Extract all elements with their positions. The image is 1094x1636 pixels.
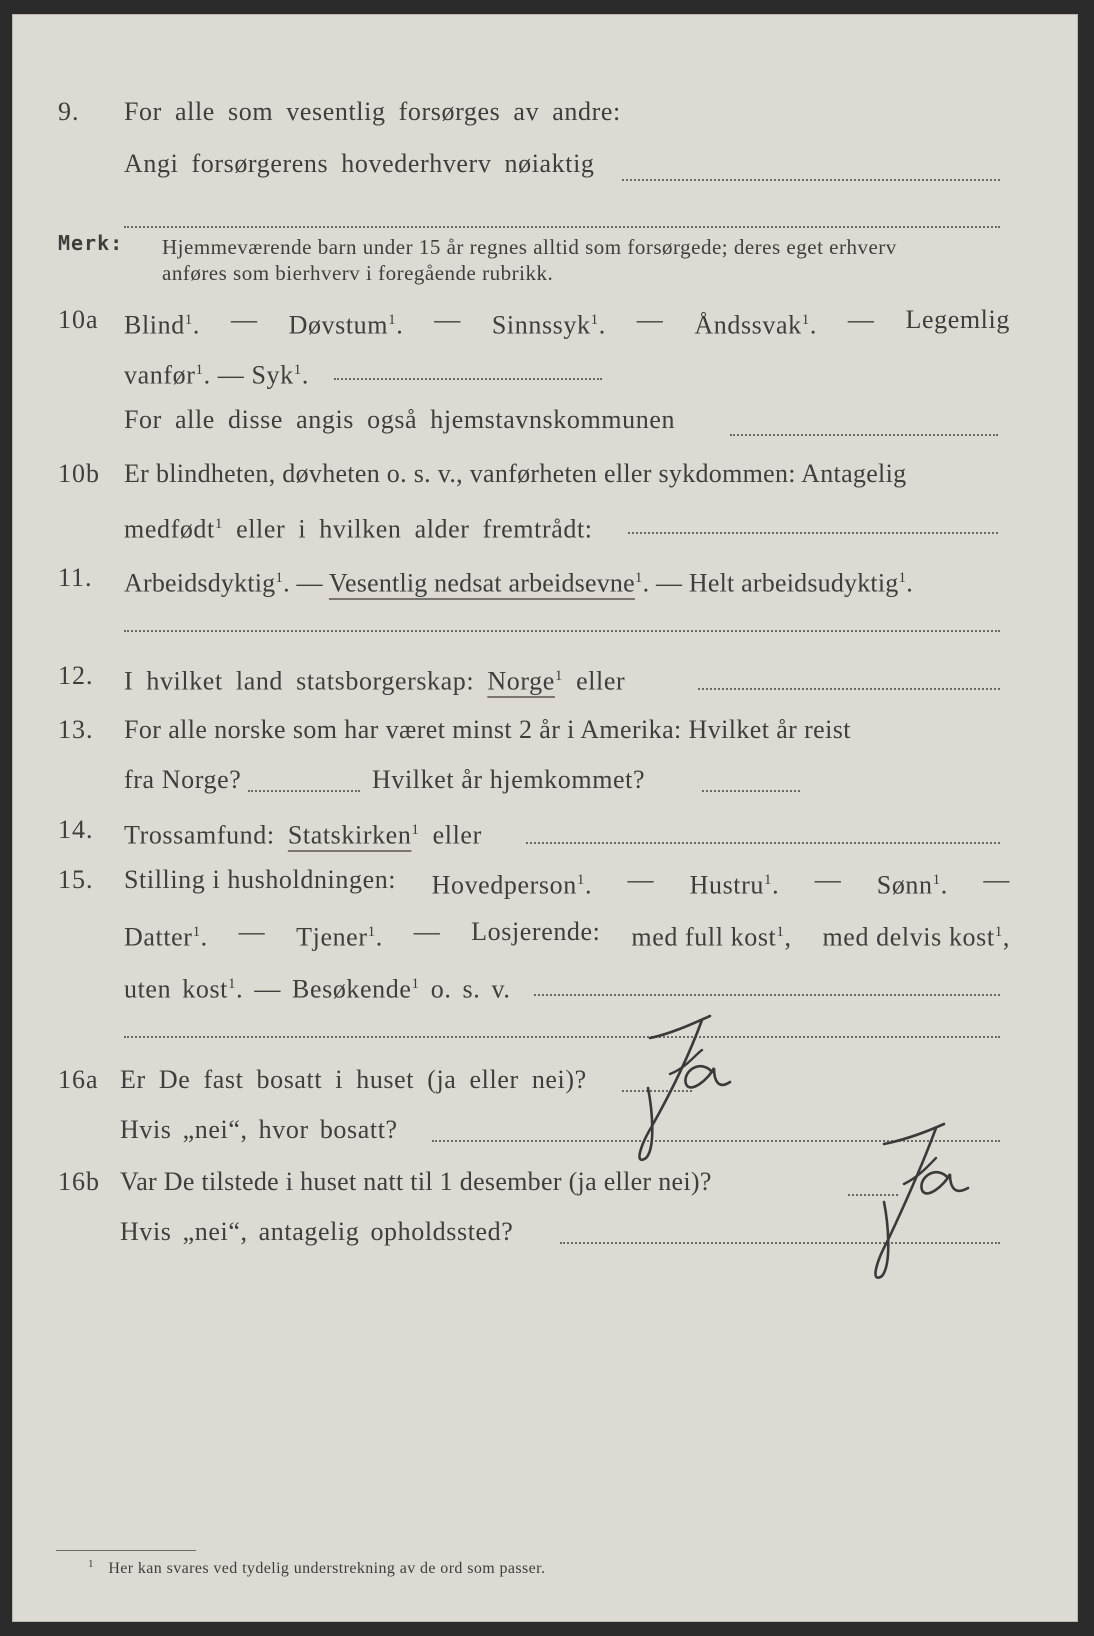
opt-legemlig[interactable]: Legemlig: [905, 305, 1010, 334]
opt-full-kost[interactable]: med full kost: [631, 922, 777, 952]
opt-blind[interactable]: Blind: [124, 310, 185, 340]
q15-line1: Stilling i husholdningen: Hovedperson$^1$. — Hustru$^1$. — Sønn$^1$. —: [124, 865, 1010, 900]
merk-label: Merk:: [58, 231, 124, 255]
q15-line3: uten kost$^1$. — Besøkende$^1$ o. s. v.: [124, 974, 511, 1004]
q10b-row2: [12, 504, 1078, 544]
q13-line1: For alle norske som har været minst 2 år i Amerika: Hvilket år reist: [124, 715, 851, 744]
merk-line1: Hjemmeværende barn under 15 år regnes alltid som forsørgede; deres eget erhverv: [162, 235, 897, 259]
opt-sinnssyk[interactable]: Sinnssyk: [491, 310, 591, 340]
q13-line2b: Hvilket år hjemkommet?: [372, 765, 646, 794]
q13-row2: [12, 760, 1078, 800]
q14-line: Trossamfund: Statskirken$^1$ eller: [124, 820, 482, 850]
q12-line: I hvilket land statsborgerskap: Norge$^1$ eller: [124, 666, 626, 696]
q10b-number: 10b: [58, 459, 100, 488]
q13-row1: [12, 710, 1078, 750]
q10b-answer-line[interactable]: [628, 532, 998, 534]
opt-delvis-kost[interactable]: med delvis kost: [822, 922, 995, 952]
q16b-line2: Hvis „nei“, antagelig opholdssted?: [120, 1217, 514, 1246]
q11-row: [12, 558, 1078, 598]
q10a-syk-line[interactable]: [334, 378, 602, 380]
q13-hjemkommet-line[interactable]: [702, 790, 800, 792]
opt-dovstum[interactable]: Døvstum: [288, 310, 389, 340]
opt-hustru[interactable]: Hustru: [689, 870, 764, 900]
merk-line2: anføres som bierhverv i foregående rubrikk.: [162, 261, 554, 285]
footnote: [88, 1558, 545, 1578]
q13-line2a: fra Norge?: [124, 765, 242, 794]
q16b-number: 16b: [58, 1167, 100, 1196]
q15-row3: [12, 964, 1078, 1004]
q9-row2: [12, 144, 1078, 184]
opt-arbeidsdyktig[interactable]: Arbeidsdyktig: [124, 568, 276, 598]
q14-answer-line[interactable]: [526, 842, 1000, 844]
q10a-line3: For alle disse angis også hjemstavnskommunen: [124, 405, 676, 434]
footnote-rule: [56, 1550, 196, 1551]
opt-andssvak[interactable]: Åndssvak: [694, 310, 802, 340]
q10a-line2: vanfør$^1$. — Syk$^1$.: [124, 360, 309, 390]
q10b-row1: [12, 454, 1078, 494]
q16a-row1: [12, 1060, 1078, 1100]
q15-row1: [12, 860, 1078, 900]
q9-number: 9.: [58, 97, 80, 126]
q10a-kommune-line[interactable]: [730, 434, 998, 436]
opt-sonn[interactable]: Sønn: [876, 870, 933, 900]
opt-medfodt[interactable]: medfødt: [124, 514, 215, 544]
opt-statskirken[interactable]: Statskirken: [287, 820, 412, 850]
q10b-line1: Er blindheten, døvheten o. s. v., vanførheten eller sykdommen: Antagelig: [124, 459, 907, 488]
q15-answer-line[interactable]: [534, 994, 1000, 996]
q10a-line1: Blind$^1$. — Døvstum$^1$. — Sinnssyk$^1$. — Åndssvak$^1$. — Legemlig: [124, 300, 1010, 346]
q9-line1: For alle som vesentlig forsørges av andre:: [124, 97, 621, 126]
opt-syk[interactable]: Syk: [251, 360, 294, 390]
q9-answer-line-2[interactable]: [124, 226, 1000, 228]
q15-row2: [12, 912, 1078, 952]
q13-number: 13.: [58, 715, 94, 744]
q10a-number: 10a: [58, 305, 99, 334]
q15-line2: Datter$^1$. — Tjener$^1$. — Losjerende: med full kost$^1$, med delvis kost$^1$,: [124, 912, 1010, 958]
footnote-text: Her kan svares ved tydelig understrekning av de ord som passer.: [108, 1560, 546, 1578]
q9-row: [12, 92, 1078, 132]
handwritten-ja-16a: [612, 998, 762, 1178]
opt-uten-kost[interactable]: uten kost: [124, 974, 229, 1004]
q14-number: 14.: [58, 815, 94, 844]
opt-datter[interactable]: Datter: [124, 922, 193, 952]
census-form-page: [12, 14, 1078, 1622]
q10b-line2: medfødt$^1$ eller i hvilken alder fremtrådt:: [124, 514, 593, 544]
opt-besokende[interactable]: Besøkende: [292, 974, 412, 1004]
q12-row: [12, 656, 1078, 696]
opt-losjerende[interactable]: Losjerende:: [471, 917, 601, 946]
opt-hovedperson[interactable]: Hovedperson: [431, 870, 577, 900]
q16a-number: 16a: [58, 1065, 99, 1094]
opt-norge[interactable]: Norge: [487, 666, 555, 696]
handwritten-ja-16b: [844, 1114, 994, 1294]
opt-tjener[interactable]: Tjener: [296, 922, 368, 952]
q15-number: 15.: [58, 865, 94, 894]
q16b-line1: Var De tilstede i huset natt til 1 desember (ja eller nei)?: [120, 1167, 712, 1196]
opt-vesentlig-nedsat[interactable]: Vesentlig nedsat arbeidsevne: [328, 568, 635, 598]
opt-vanfor[interactable]: vanfør: [124, 360, 196, 390]
q16a-line2: Hvis „nei“, hvor bosatt?: [120, 1115, 398, 1144]
q12-number: 12.: [58, 661, 94, 690]
q9-answer-line[interactable]: [622, 179, 1000, 181]
q10a-row1: [12, 300, 1078, 340]
q12-answer-line[interactable]: [698, 688, 1000, 690]
q11-number: 11.: [58, 563, 93, 592]
opt-helt-udyktig[interactable]: Helt arbeidsudyktig: [688, 568, 899, 598]
q15-answer-line-2[interactable]: [124, 1036, 1000, 1038]
q11-answer-line[interactable]: [124, 630, 1000, 632]
q11-line: Arbeidsdyktig$^1$. — Vesentlig nedsat arbeidsevne$^1$. — Helt arbeidsudyktig$^1$.: [124, 568, 913, 598]
footnote-mark: 1: [88, 1558, 94, 1570]
q13-reist-line[interactable]: [248, 790, 360, 792]
q14-row: [12, 810, 1078, 850]
q9-line2: Angi forsørgerens hovederhverv nøiaktig: [124, 149, 595, 178]
q10a-row2: [12, 350, 1078, 390]
q16a-line1: Er De fast bosatt i huset (ja eller nei)?: [120, 1065, 587, 1094]
